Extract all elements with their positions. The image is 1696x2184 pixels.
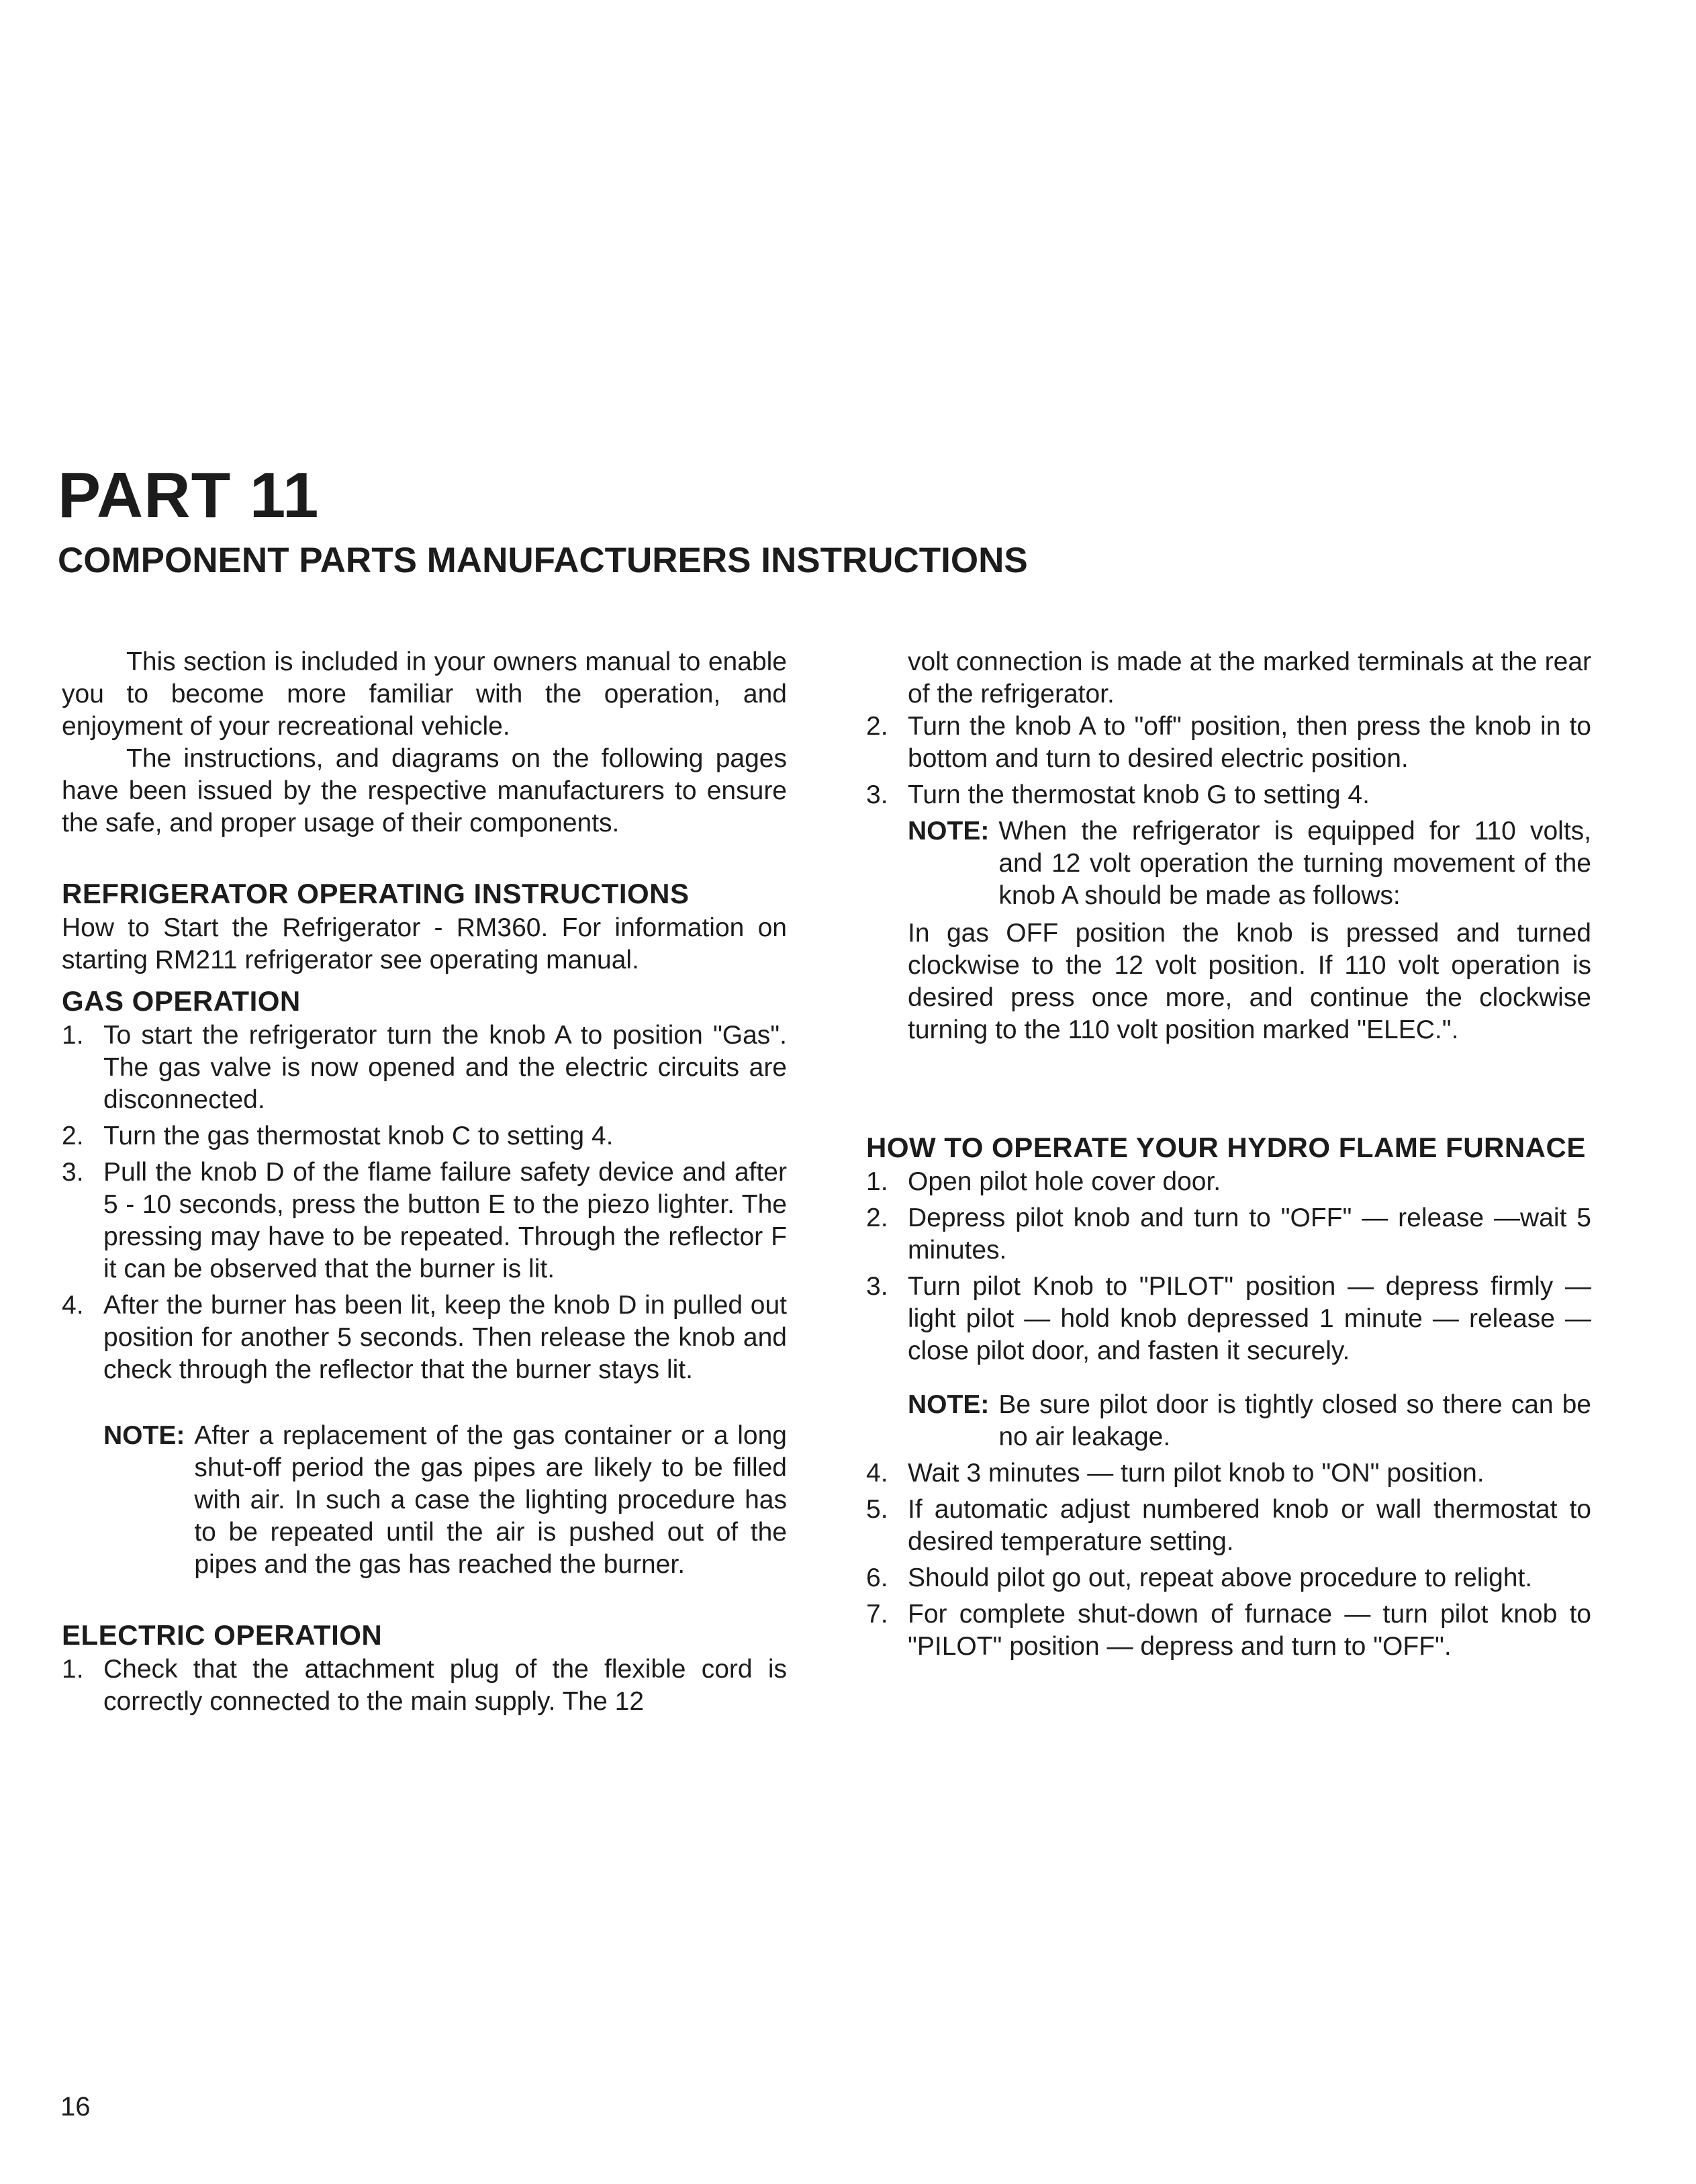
electric-note (866, 815, 1591, 912)
section-subtitle: COMPONENT PARTS MANUFACTURERS INSTRUCTIONS (58, 541, 1028, 580)
step-text: If automatic adjust numbered knob or wall thermostat to desired temperature setting. (908, 1495, 1591, 1556)
list-item (62, 1289, 787, 1386)
gas-steps-list (62, 1019, 787, 1386)
right-column (866, 646, 1591, 1667)
list-item (866, 1457, 1591, 1490)
note-text: After a replacement of the gas container or a long shut-off period the gas pipes are likely to be filled with air. In such a case the lighting procedure has to be repeated until the air is pushed out of the pipes and the gas has reached the burner. (194, 1421, 787, 1579)
list-item (62, 1156, 787, 1285)
refrigerator-heading: REFRIGERATOR OPERATING INSTRUCTIONS (62, 878, 690, 909)
step-number: 4. (62, 1291, 84, 1320)
note-text: Be sure pilot door is tightly closed so there can be no air leakage. (998, 1390, 1591, 1451)
step-text: After the burner has been lit, keep the knob D in pulled out position for another 5 seconds. Then release the knob and check through the reflector that the burner stays lit. (103, 1291, 787, 1384)
step-number: 3. (866, 1272, 888, 1301)
electric-steps-list-cont (866, 711, 1591, 811)
step-number: 5. (866, 1495, 888, 1524)
gas-note (62, 1420, 787, 1581)
note-label: NOTE: (908, 817, 990, 846)
note-label: NOTE: (908, 1390, 990, 1419)
part-title: PART 11 (58, 459, 320, 531)
furnace-heading: HOW TO OPERATE YOUR HYDRO FLAME FURNACE (866, 1132, 1586, 1163)
intro-paragraph-1: This section is included in your owners manual to enable you to become more familiar with the operation, and enjoyment of your recreational vehicle. (62, 647, 787, 741)
list-item (866, 711, 1591, 775)
list-item (866, 1562, 1591, 1594)
step-number: 2. (866, 712, 888, 741)
furnace-note (866, 1389, 1591, 1453)
step-text: Turn the thermostat knob G to setting 4. (908, 780, 1370, 809)
step-text: To start the refrigerator turn the knob A to position "Gas". The gas valve is now opened and the electric circuits are disconnected. (103, 1021, 787, 1114)
intro-paragraph-2: The instructions, and diagrams on the following pages have been issued by the respective manufacturers to ensure the safe, and proper usage of their components. (62, 744, 787, 837)
step-number: 2. (62, 1122, 84, 1150)
electric-note-paragraph: In gas OFF position the knob is pressed and turned clockwise to the 12 volt position. If 110 volt operation is desired press once more, and continue the clockwise turning to the 110 volt position marked "ELEC.". (908, 919, 1591, 1044)
step-number: 1. (62, 1021, 84, 1050)
refrigerator-lead: How to Start the Refrigerator - RM360. For information on starting RM211 refrigerator see operating manual. (62, 913, 787, 974)
furnace-steps-list (866, 1166, 1591, 1367)
list-item (866, 1598, 1591, 1663)
list-item (62, 1019, 787, 1116)
step-number: 2. (866, 1203, 888, 1232)
step-number: 6. (866, 1563, 888, 1592)
step-text: For complete shut-down of furnace — turn pilot knob to "PILOT" position — depress and turn to "OFF". (908, 1600, 1591, 1661)
list-item (866, 1202, 1591, 1267)
step-text: Turn the gas thermostat knob C to setting 4. (103, 1122, 614, 1150)
list-item (866, 1494, 1591, 1558)
step-text: Should pilot go out, repeat above procedure to relight. (908, 1563, 1533, 1592)
step-text: Turn pilot Knob to "PILOT" position — depress firmly — light pilot — hold knob depressed 1 minute — release — close pilot door, and fasten it securely. (908, 1272, 1591, 1365)
step-text: Wait 3 minutes — turn pilot knob to "ON" position. (908, 1459, 1485, 1488)
left-column (62, 646, 787, 1722)
note-text: When the refrigerator is equipped for 110 volts, and 12 volt operation the turning movement of the knob A should be made as follows: (998, 817, 1591, 910)
list-item (866, 1166, 1591, 1198)
step-number: 4. (866, 1459, 888, 1488)
electric-step-1-continued: volt connection is made at the marked terminals at the rear of the refrigerator. (908, 647, 1591, 709)
step-number: 3. (866, 780, 888, 809)
page-number: 16 (60, 2092, 91, 2122)
step-text: Turn the knob A to "off" position, then press the knob in to bottom and turn to desired electric position. (908, 712, 1591, 773)
furnace-steps-list-cont (866, 1457, 1591, 1663)
step-number: 1. (62, 1655, 84, 1684)
list-item (866, 1271, 1591, 1367)
note-label: NOTE: (103, 1421, 185, 1450)
step-text: Open pilot hole cover door. (908, 1167, 1221, 1196)
step-number: 7. (866, 1600, 888, 1629)
step-text: Depress pilot knob and turn to "OFF" — release —wait 5 minutes. (908, 1203, 1591, 1265)
gas-operation-heading: GAS OPERATION (62, 985, 301, 1017)
step-number: 3. (62, 1158, 84, 1187)
electric-steps-list (62, 1653, 787, 1718)
list-item (62, 1653, 787, 1718)
list-item (62, 1120, 787, 1152)
step-text: Pull the knob D of the flame failure safety device and after 5 - 10 seconds, press the button E to the piezo lighter. The pressing may have to be repeated. Through the reflector F it can be observed that the burner is lit. (103, 1158, 787, 1283)
electric-operation-heading: ELECTRIC OPERATION (62, 1619, 383, 1651)
step-number: 1. (866, 1167, 888, 1196)
step-text: Check that the attachment plug of the flexible cord is correctly connected to the main supply. The 12 (103, 1655, 787, 1716)
list-item (866, 779, 1591, 811)
